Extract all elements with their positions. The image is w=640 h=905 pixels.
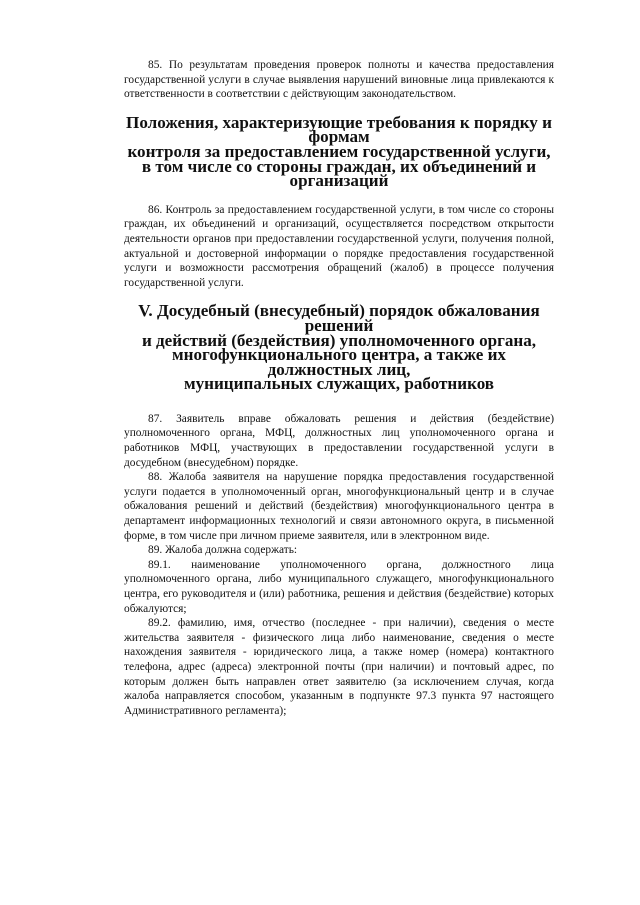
heading-line: Положения, характеризующие требования к порядку и формам xyxy=(126,112,552,147)
heading-line: и действий (бездействия) уполномоченного органа, xyxy=(141,330,537,350)
heading-line: в том числе со стороны граждан, их объединений и организаций xyxy=(141,156,537,191)
paragraph-87: 87. Заявитель вправе обжаловать решения и действия (бездействие) уполномоченного органа, МФЦ, должностных лиц уполномоченного органа и работников МФЦ, участвующих в предоставлении государственной услуги в досудебном (внесудебном) порядке. xyxy=(124,412,554,469)
heading-line: контроля за предоставлением государственной услуги, xyxy=(127,141,551,161)
heading-line: V. Досудебный (внесудебный) порядок обжалования решений xyxy=(138,301,540,335)
document-page xyxy=(124,58,554,718)
paragraph-86: 86. Контроль за предоставлением государственной услуги, в том числе со стороны граждан, их объединений и организаций, осуществляется посредством открытости деятельности органов при предоставлении государственной услуги, получения полной, актуальной и достоверной информации о порядке предоставления государственной услуги и возможности рассмотрения обращений (жалоб) в процессе получения государственной услуги. xyxy=(124,203,554,289)
paragraph-85: 85. По результатам проведения проверок полноты и качества предоставления государственной услуги в случае выявления нарушений виновные лица привлекаются к ответственности в соответствии с действующим законодательством. xyxy=(124,59,554,101)
paragraph-88: 88. Жалоба заявителя на нарушение порядка предоставления государственной услуги подается в уполномоченный орган, многофункциональный центр и в случае обжалования решений и действий (бездействия) многофункционального центра в департамент информационных технологий и связи автономного округа, в письменной форме, в том числе при личном приеме заявителя, или в электронном виде. xyxy=(124,471,554,542)
heading-section-5 xyxy=(124,301,554,394)
heading-line: муниципальных служащих, работников xyxy=(183,374,495,394)
paragraph-89: 89. Жалоба должна содержать: xyxy=(148,544,298,557)
paragraph-89-1: 89.1. наименование уполномоченного органа, должностного лица уполномоченного органа, либо муниципального служащего, многофункционального центра, его руководителя и (или) работника, решения и действия (бездействие) которых обжалуются; xyxy=(124,558,554,615)
heading-line: многофункционального центра, а также их должностных лиц, xyxy=(172,345,506,379)
paragraph-89-2: 89.2. фамилию, имя, отчество (последнее - при наличии), сведения о месте жительства заявителя - физического лица либо наименование, сведения о месте нахождения заявителя - юридического лица, а также номер (номера) контактного телефона, адрес (адреса) электронной почты (при наличии) и почтовый адрес, по которым должен быть направлен ответ заявителю (за исключением случая, когда жалоба направляется способом, указанным в подпункте 97.3 пункта 97 настоящего Административного регламента); xyxy=(124,617,554,717)
heading-control-requirements xyxy=(124,112,554,191)
